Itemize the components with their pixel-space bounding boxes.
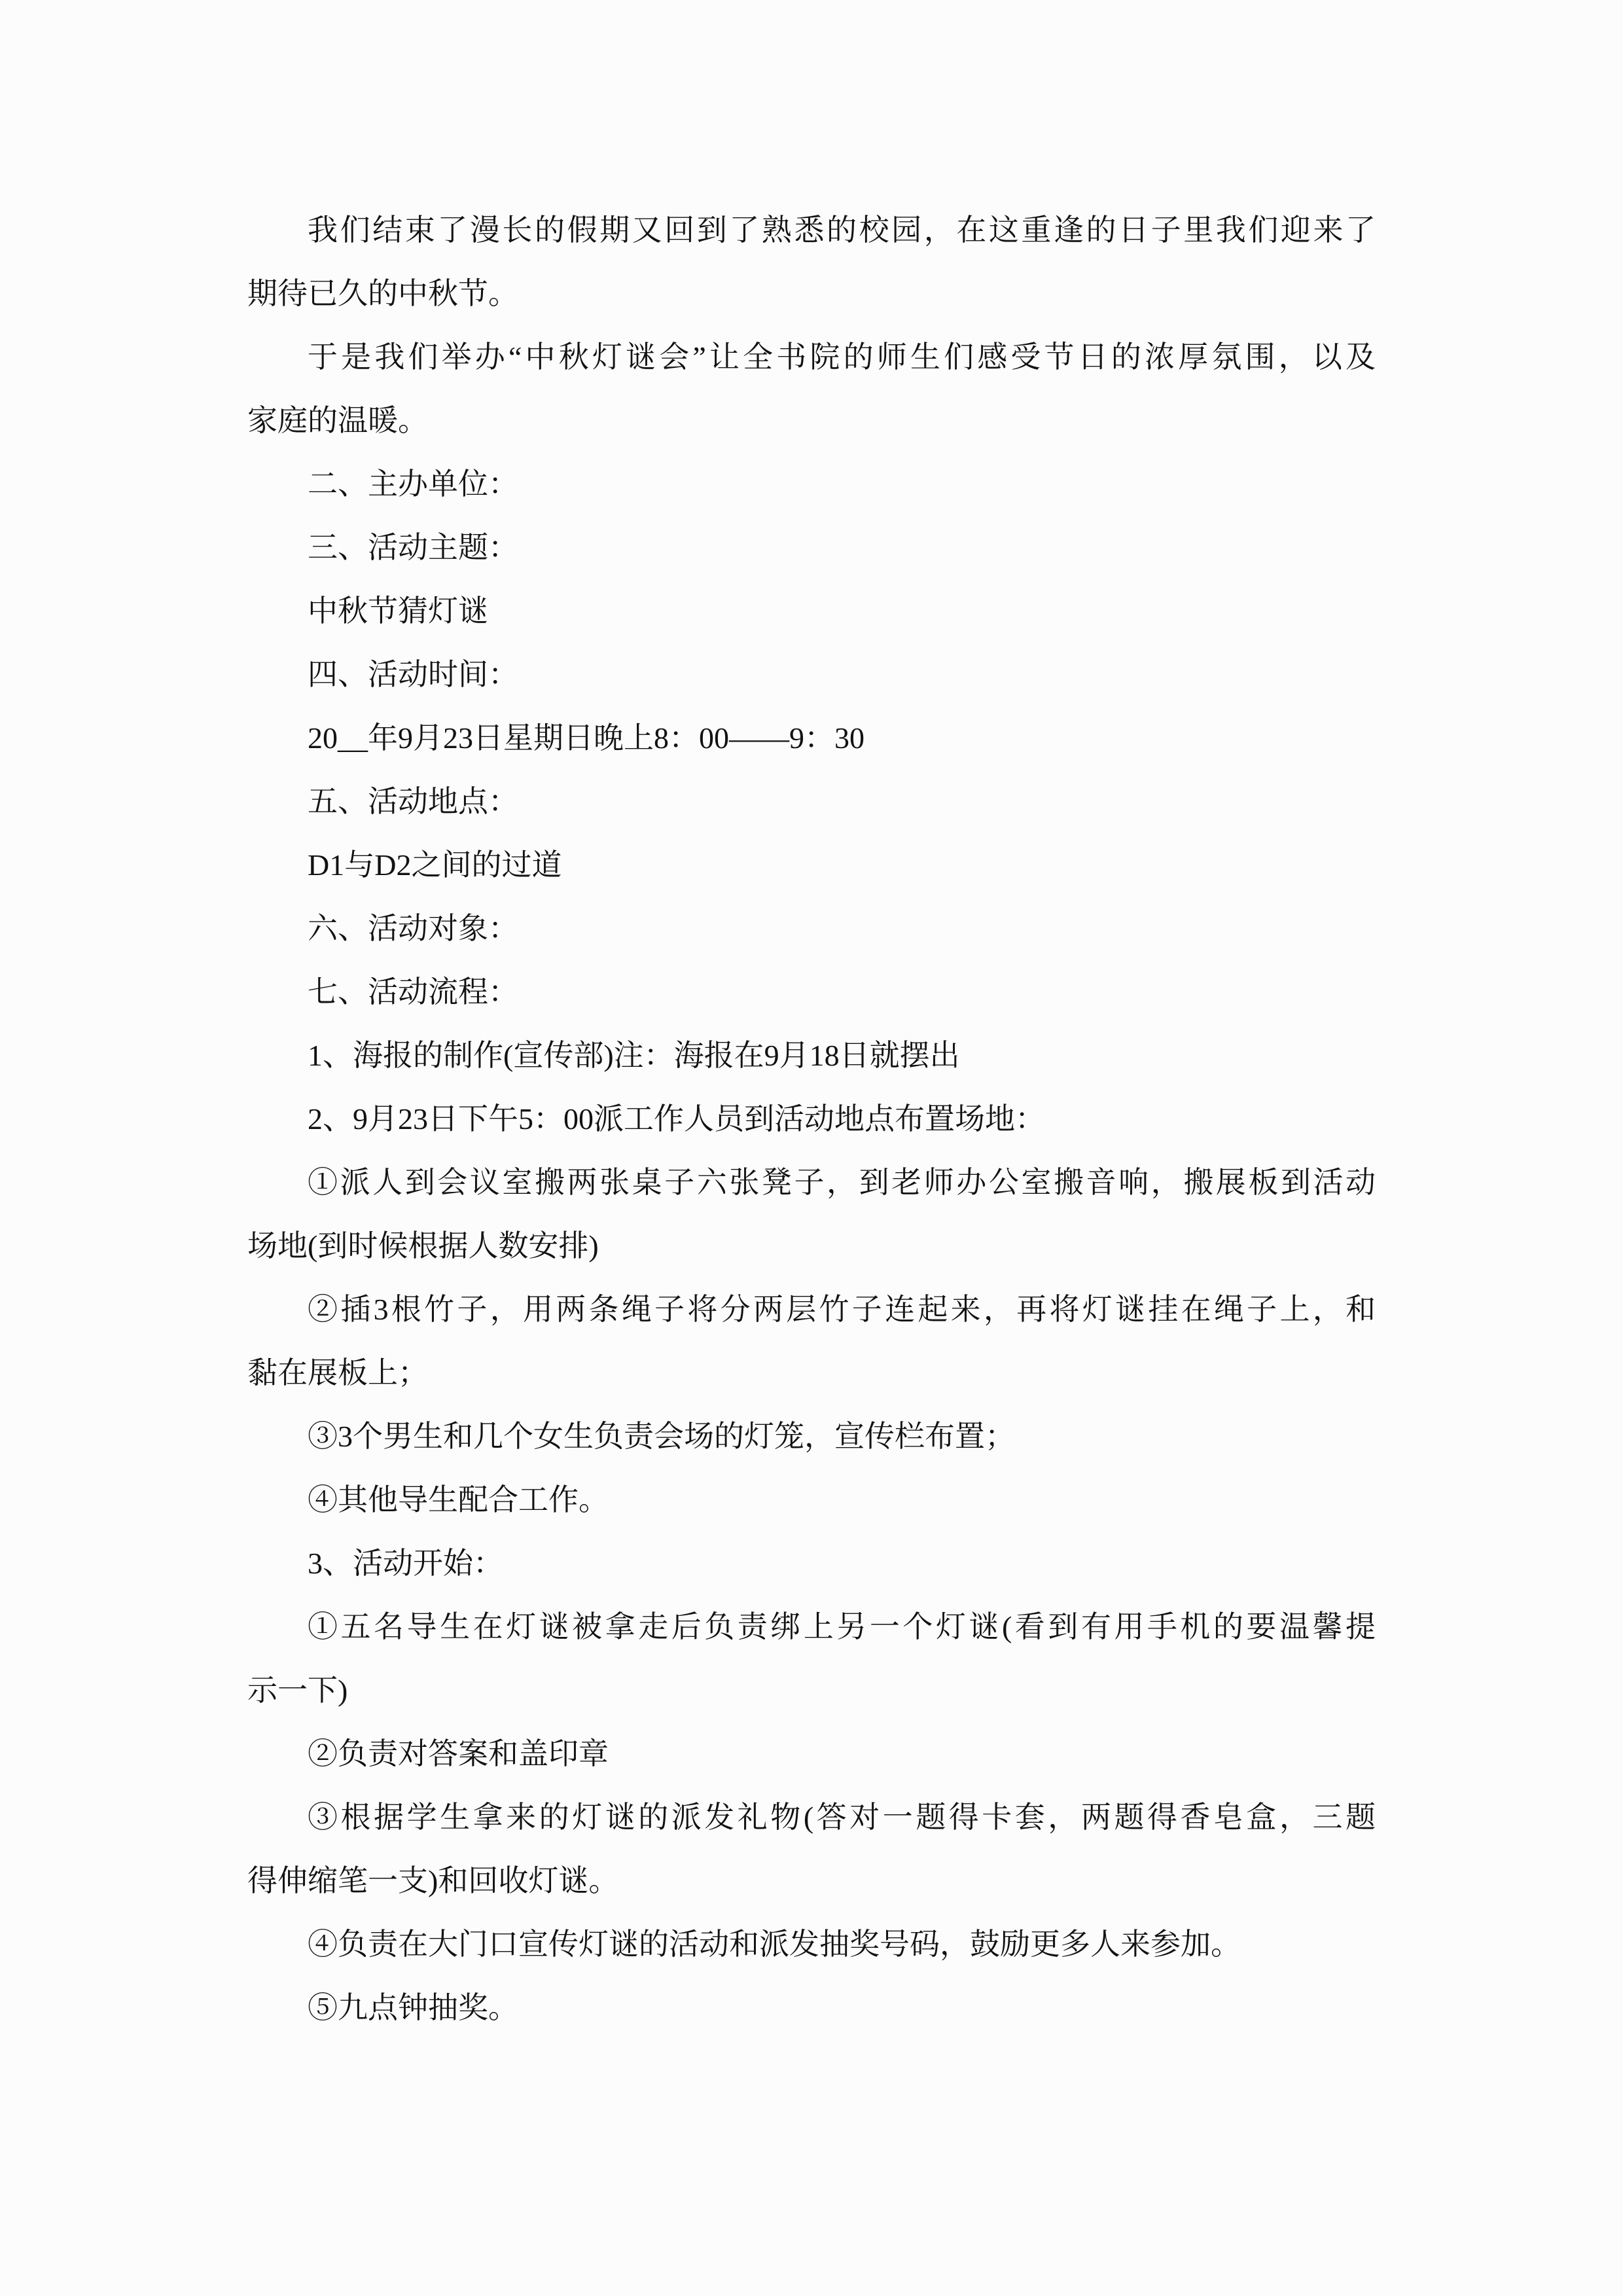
document-body-text [247,198,1376,2039]
process-item-3-step-1-line-2: 示一下) [247,1674,348,1707]
process-item-3-step-2: ②负责对答案和盖印章 [308,1737,609,1770]
process-item-1: 1、海报的制作(宣传部)注：海报在9月18日就摆出 [308,1039,960,1072]
heading-time: 四、活动时间： [308,658,518,691]
process-item-2-step-3: ③3个男生和几个女生负责会场的灯笼，宣传栏布置； [308,1420,1015,1453]
heading-process: 七、活动流程： [308,975,518,1009]
process-item-3-step-5: ⑤九点钟抽奖。 [308,1991,518,2024]
process-item-3-step-4: ④负责在大门口宣传灯谜的活动和派发抽奖号码，鼓励更多人来参加。 [308,1928,1241,1961]
intro-paragraph-1-line-1: 我们结束了漫长的假期又回到了熟悉的校园，在这重逢的日子里我们迎来了 [308,213,1376,247]
process-item-2-step-1-line-1: ①派人到会议室搬两张桌子六张凳子，到老师办公室搬音响，搬展板到活动 [308,1166,1376,1199]
process-item-2-step-2-line-2: 黏在展板上； [247,1356,428,1390]
process-item-2-step-4: ④其他导生配合工作。 [308,1483,609,1516]
location-value: D1与D2之间的过道 [308,848,562,882]
process-item-3-step-3-line-2: 得伸缩笔一支)和回收灯谜。 [247,1864,619,1897]
intro-paragraph-1-line-2: 期待已久的中秋节。 [247,277,518,310]
process-item-3-step-1-line-1: ①五名导生在灯谜被拿走后负责绑上另一个灯谜(看到有用手机的要温馨提 [308,1610,1376,1643]
heading-theme: 三、活动主题： [308,531,518,564]
time-value: 20__年9月23日星期日晚上8：00——9：30 [308,721,865,755]
process-item-2-step-2-line-1: ②插3根竹子，用两条绳子将分两层竹子连起来，再将灯谜挂在绳子上，和 [308,1293,1376,1326]
theme-value: 中秋节猜灯谜 [308,594,488,628]
process-item-3-step-3-line-1: ③根据学生拿来的灯谜的派发礼物(答对一题得卡套，两题得香皂盒，三题 [308,1801,1376,1834]
intro-paragraph-2-line-1: 于是我们举办“中秋灯谜会”让全书院的师生们感受节日的浓厚氛围，以及 [308,340,1376,374]
process-item-2-step-1-line-2: 场地(到时候根据人数安排) [247,1229,599,1263]
heading-audience: 六、活动对象： [308,912,518,945]
process-item-3: 3、活动开始： [308,1547,503,1580]
heading-organizer: 二、主办单位： [308,467,518,501]
intro-paragraph-2-line-2: 家庭的温暖。 [247,404,428,437]
heading-location: 五、活动地点： [308,785,518,818]
process-item-2: 2、9月23日下午5：00派工作人员到活动地点布置场地： [308,1102,1045,1136]
